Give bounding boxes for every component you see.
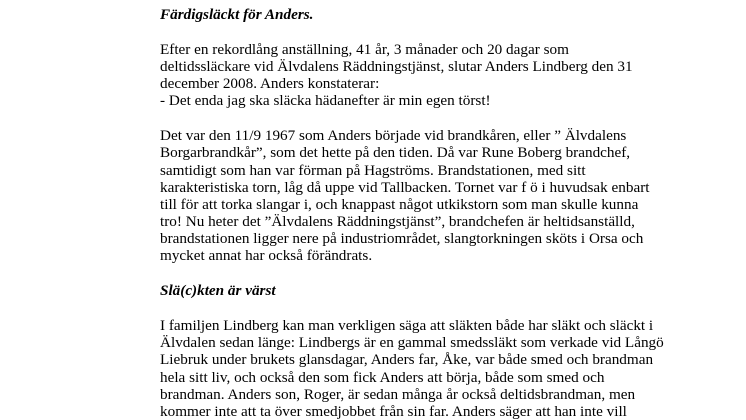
text-line: tro! Nu heter det ”Älvdalens Räddningstjänst”, brandchefen är heltidsanställd, xyxy=(160,213,635,231)
text-line: I familjen Lindberg kan man verkligen säga att släkten både har släkt och släckt i xyxy=(160,317,654,334)
spacer xyxy=(160,110,680,128)
text-line: karakteristiska torn, låg då uppe vid Tallbacken. Tornet var f ö i huvudsak enbart xyxy=(160,178,650,196)
text-line: samtidigt som han var förman på Hagströms. Brandstationen, med sitt xyxy=(160,161,586,179)
spacer xyxy=(160,265,680,283)
text-line: Älvdalen sedan länge: Lindbergs är en gammal smedssläkt som verkade vid Långö xyxy=(160,334,664,352)
text-line: Efter en rekordlång anställning, 41 år, 3 månader och 20 dagar som xyxy=(160,40,569,58)
text-line: december 2008. Anders konstaterar: xyxy=(160,75,380,93)
text-line: kommer inte att ta över smedjobbet från sin far. Anders säger att han inte vill xyxy=(160,402,627,420)
text-line: brandstationen ligger nere på industriområdet, slangtorkningen sköts i Orsa och xyxy=(160,230,644,248)
history-paragraph xyxy=(160,127,680,265)
text-line: mycket annat har också förändrats. xyxy=(160,247,373,265)
text-line: Det var den 11/9 1967 som Anders började vid brandkåren, eller ” Älvdalens xyxy=(160,127,627,145)
text-line: hela sitt liv, och också den som fick Anders att börja, både som smed och xyxy=(160,368,605,386)
spacer xyxy=(160,23,680,41)
text-line: - Det enda jag ska släcka hädanefter är min egen törst! xyxy=(160,92,491,110)
text-line: deltidssläckare vid Älvdalens Räddningstjänst, slutar Anders Lindberg den 31 xyxy=(160,57,633,75)
text-line: Borgarbrandkår”, som det hette på den tiden. Då var Rune Boberg brandchef, xyxy=(160,144,631,162)
section-subheading: Slä(c)kten är värst xyxy=(160,282,276,300)
family-paragraph xyxy=(160,317,680,420)
text-line: brandman. Anders son, Roger, är sedan många år också deltidsbrandman, men xyxy=(160,385,636,403)
document-page xyxy=(160,6,680,420)
intro-paragraph xyxy=(160,41,680,110)
text-line: till för att torka slangar i, och knappast något utkikstorn som man skulle kunna xyxy=(160,195,639,213)
article-title: Färdigsläckt för Anders. xyxy=(160,6,314,23)
spacer xyxy=(160,299,680,317)
text-line: Liebruk under brukets glansdagar, Anders far, Åke, var både smed och brandman xyxy=(160,351,654,369)
